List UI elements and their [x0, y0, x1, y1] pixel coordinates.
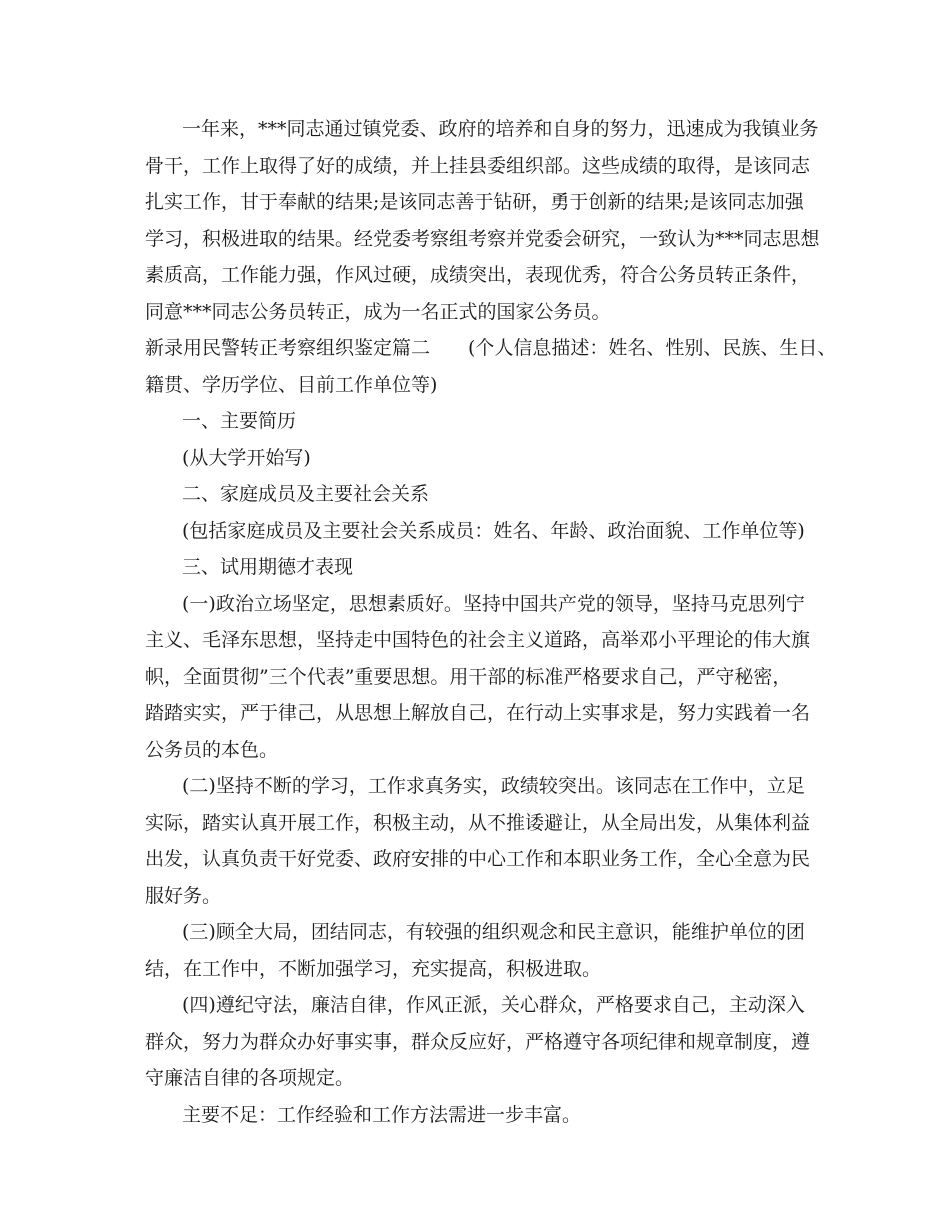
text-line: 骨干，工作上取得了好的成绩，并上挂县委组织部。这些成绩的取得，是该同志 — [145, 155, 811, 177]
text-line: (三)顾全大局，团结同志，有较强的组织观念和民主意识，能维护单位的团 — [182, 921, 805, 943]
text-line: 新录用民警转正考察组织鉴定篇二 (个人信息描述：姓名、性别、民族、生日、 — [145, 337, 837, 359]
text-line: 素质高，工作能力强，作风过硬，成绩突出，表现优秀，符合公务员转正条件， — [145, 264, 811, 286]
text-line: 结，在工作中，不断加强学习，充实提高，积极进取。 — [145, 958, 602, 980]
text-line: 实际，踏实认真开展工作，积极主动，从不推诿避让，从全局出发，从集体利益 — [145, 812, 811, 834]
text-line: (二)坚持不断的学习，工作求真务实，政绩较突出。该同志在工作中，立足 — [182, 775, 805, 797]
text-line: 公务员的本色。 — [145, 739, 279, 761]
text-line: 帜，全面贯彻”三个代表”重要思想。用干部的标准严格要求自己，严守秘密， — [145, 666, 792, 688]
text-line: 扎实工作，甘于奉献的结果;是该同志善于钻研，勇于创新的结果;是该同志加强 — [145, 191, 804, 213]
text-line: (一)政治立场坚定，思想素质好。坚持中国共产党的领导，坚持马克思列宁 — [182, 593, 805, 615]
text-line: 服好务。 — [145, 885, 222, 907]
text-line: 学习，积极进取的结果。经党委考察组考察并党委会研究，一致认为***同志思想 — [145, 228, 820, 250]
text-line: 主义、毛泽东思想，坚持走中国特色的社会主义道路，高举邓小平理论的伟大旗 — [145, 629, 811, 651]
text-line: 一年来，***同志通过镇党委、政府的培养和自身的努力，迅速成为我镇业务 — [182, 118, 819, 140]
text-line: (包括家庭成员及主要社会关系成员：姓名、年龄、政治面貌、工作单位等) — [182, 520, 805, 542]
text-line: 群众，努力为群众办好事实事，群众反应好，严格遵守各项纪律和规章制度，遵 — [145, 1031, 811, 1053]
text-line: 籍贯、学历学位、目前工作单位等) — [145, 374, 438, 396]
text-line: 同意***同志公务员转正，成为一名正式的国家公务员。 — [145, 301, 611, 323]
text-line: 踏踏实实，严于律己，从思想上解放自己，在行动上实事求是，努力实践着一名 — [145, 702, 811, 724]
text-line: (四)遵纪守法，廉洁自律，作风正派，关心群众，严格要求自己，主动深入 — [182, 994, 805, 1016]
text-line: 守廉洁自律的各项规定。 — [145, 1067, 355, 1089]
text-line: 出发，认真负责干好党委、政府安排的中心工作和本职业务工作，全心全意为民 — [145, 848, 811, 870]
text-line: 主要不足：工作经验和工作方法需进一步丰富。 — [182, 1104, 582, 1126]
text-line: 二、家庭成员及主要社会关系 — [182, 483, 430, 505]
text-line: 一、主要简历 — [182, 410, 297, 432]
text-line: (从大学开始写) — [182, 447, 311, 469]
text-line: 三、试用期德才表现 — [182, 556, 354, 578]
